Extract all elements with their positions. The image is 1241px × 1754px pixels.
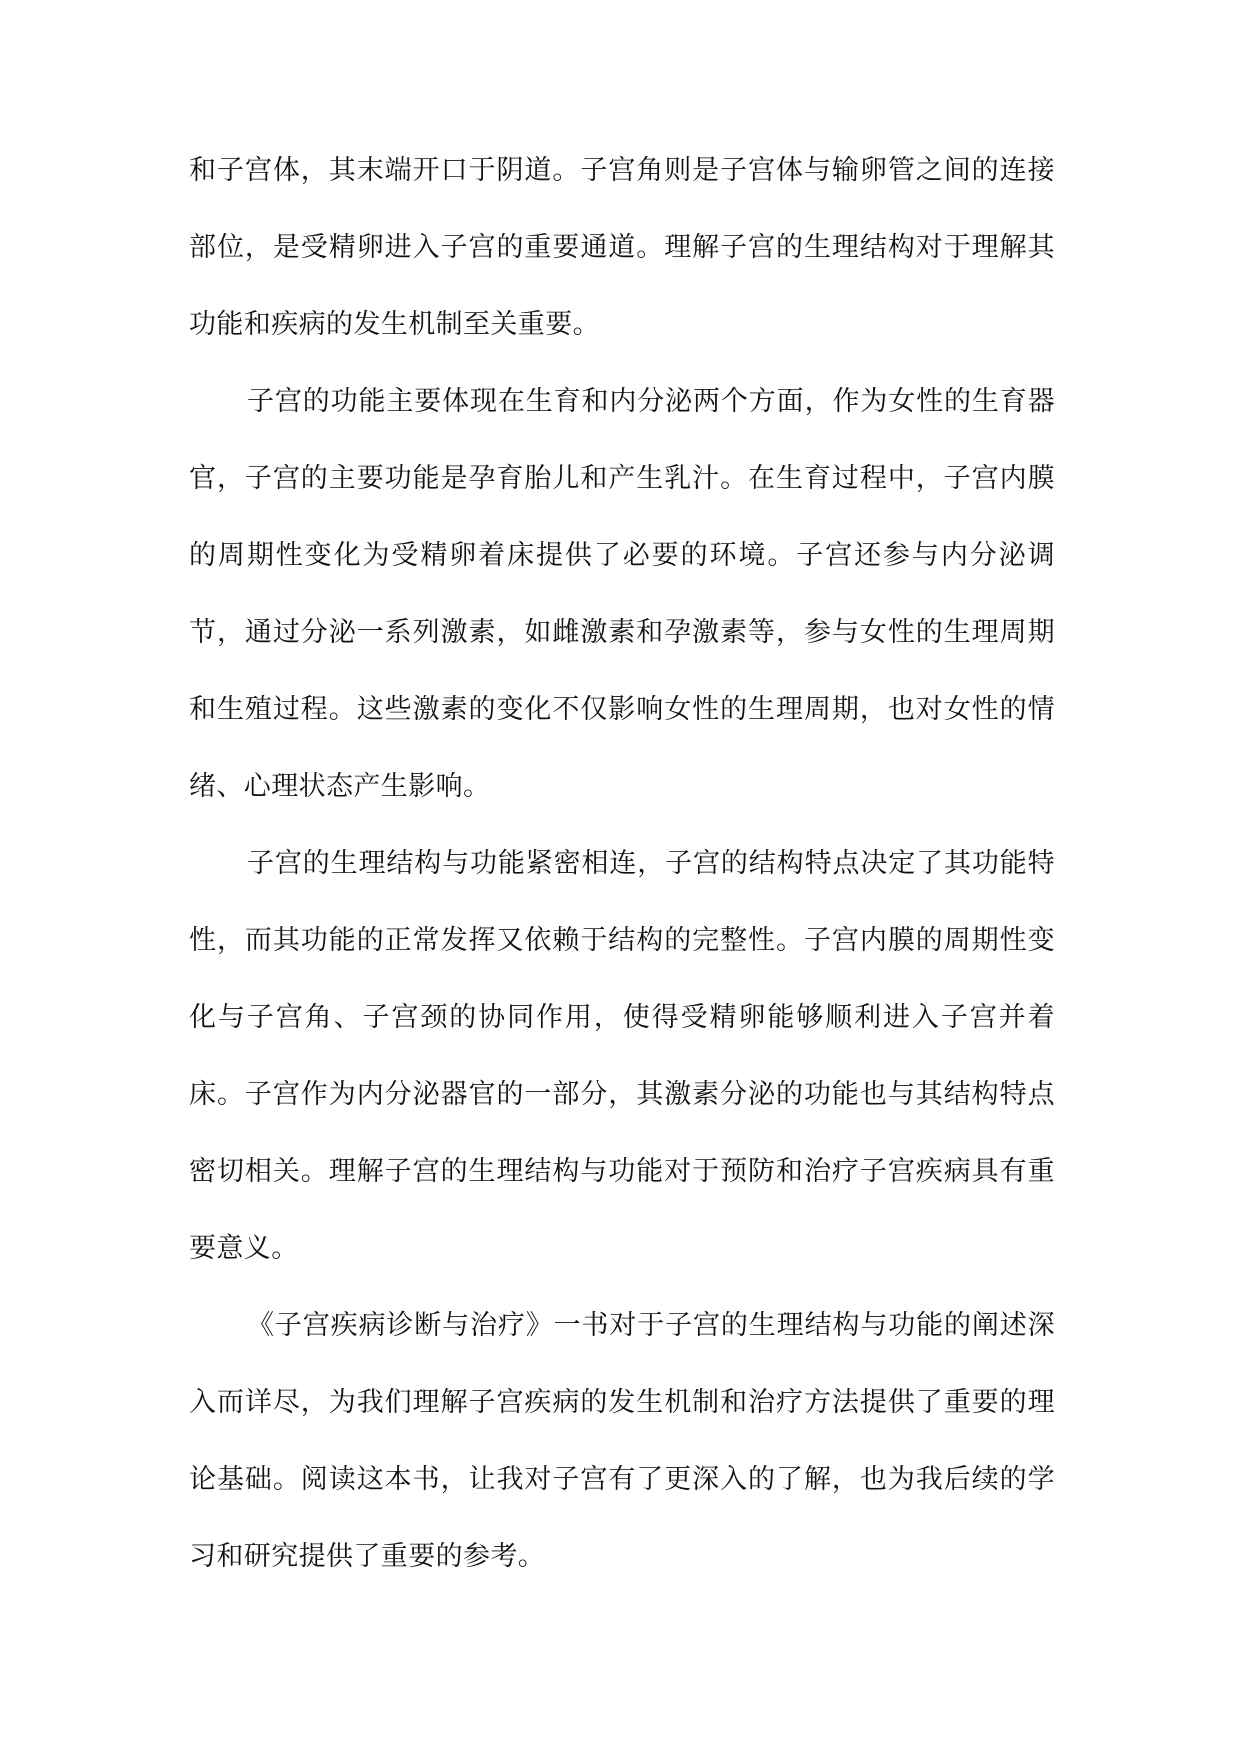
paragraph-book-reflection: 《子宫疾病诊断与治疗》一书对于子宫的生理结构与功能的阐述深入而详尽，为我们理解子宫疾病的发生机制和治疗方法提供了重要的理论基础。阅读这本书，让我对子宫有了更深入的了解，也为我后续的学习和研究提供了重要的参考。 bbox=[189, 1310, 1055, 1572]
paragraph-continuation: 和子宫体，其末端开口于阴道。子宫角则是子宫体与输卵管之间的连接部位，是受精卵进入子宫的重要通道。理解子宫的生理结构对于理解其功能和疾病的发生机制至关重要。 bbox=[189, 155, 1055, 340]
paragraph-structure-function-relation: 子宫的生理结构与功能紧密相连，子宫的结构特点决定了其功能特性，而其功能的正常发挥又依赖于结构的完整性。子宫内膜的周期性变化与子宫角、子宫颈的协同作用，使得受精卵能够顺利进入子宫并着床。子宫作为内分泌器官的一部分，其激素分泌的功能也与其结构特点密切相关。理解子宫的生理结构与功能对于预防和治疗子宫疾病具有重要意义。 bbox=[189, 848, 1055, 1264]
paragraph-uterus-functions: 子宫的功能主要体现在生育和内分泌两个方面，作为女性的生育器官，子宫的主要功能是孕育胎儿和产生乳汁。在生育过程中，子宫内膜的周期性变化为受精卵着床提供了必要的环境。子宫还参与内分泌调节，通过分泌一系列激素，如雌激素和孕激素等，参与女性的生理周期和生殖过程。这些激素的变化不仅影响女性的生理周期，也对女性的情绪、心理状态产生影响。 bbox=[189, 386, 1055, 802]
document-body bbox=[189, 132, 1055, 1595]
